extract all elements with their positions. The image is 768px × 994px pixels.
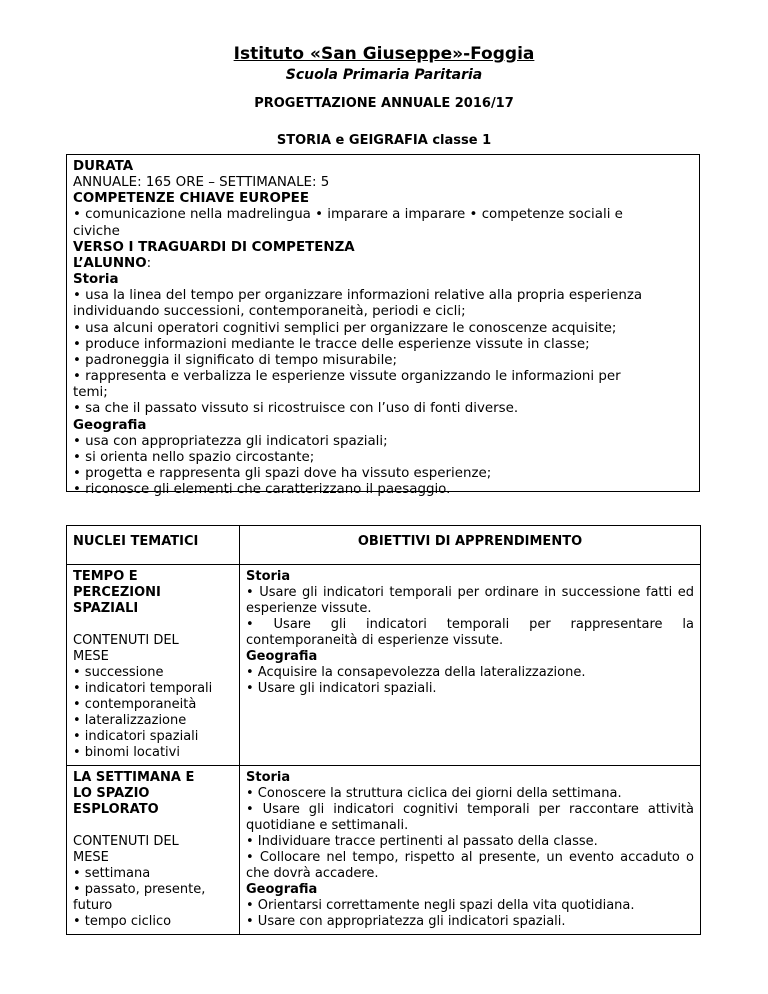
col-header-obiettivi: OBIETTIVI DI APPRENDIMENTO	[240, 526, 701, 565]
nucleo-cell	[67, 766, 240, 935]
geografia-line: • usa con appropriatezza gli indicatori spaziali;	[73, 433, 388, 449]
obiettivo-item: • Individuare tracce pertinenti al passato della classe.	[246, 834, 598, 849]
alunno-label: L’ALUNNO	[73, 255, 147, 271]
geografia-line: • progetta e rappresenta gli spazi dove ha vissuto esperienze;	[73, 465, 492, 481]
competenze-line: civiche	[73, 223, 120, 239]
obiettivo-item: • Acquisire la consapevolezza della lateralizzazione.	[246, 665, 586, 680]
geografia-heading: Geografia	[246, 882, 318, 897]
contenuto-item: • successione	[73, 665, 164, 680]
document-title: Istituto «San Giuseppe»-Foggia	[233, 44, 535, 64]
table-row	[67, 565, 701, 766]
geografia-line: • si orienta nello spazio circostante;	[73, 449, 315, 465]
nucleo-title-line: TEMPO E	[73, 569, 138, 584]
contenuto-item: • indicatori spaziali	[73, 729, 199, 744]
storia-line: • usa la linea del tempo per organizzare informazioni relative alla propria esperienza	[73, 288, 643, 304]
storia-line: temi;	[73, 385, 108, 401]
nucleo-title-line: LA SETTIMANA E	[73, 770, 195, 785]
obiettivi-cell	[240, 565, 701, 766]
alunno-line	[73, 256, 693, 272]
col-header-nuclei: NUCLEI TEMATICI	[67, 526, 240, 565]
obiettivo-item: • Conoscere la struttura ciclica dei giorni della settimana.	[246, 786, 622, 801]
contenuto-item: • contemporaneità	[73, 697, 197, 712]
geografia-line: • riconosce gli elementi che caratterizzano il paesaggio.	[73, 482, 451, 498]
contenuti-label: CONTENUTI DEL	[73, 834, 179, 849]
storia-line: • padroneggia il significato di tempo misurabile;	[73, 352, 398, 368]
durata-title: DURATA	[73, 159, 134, 174]
nucleo-title-line: PERCEZIONI	[73, 585, 161, 600]
planning-heading: PROGETTAZIONE ANNUALE 2016/17	[254, 96, 514, 111]
obiettivo-item: • Collocare nel tempo, rispetto al presente, un evento accaduto o che dovrà accadere.	[246, 850, 694, 881]
objectives-table	[66, 525, 701, 935]
obiettivo-item: • Usare gli indicatori spaziali.	[246, 681, 437, 696]
nucleo-title-line: LO SPAZIO	[73, 786, 150, 801]
contenuto-item: futuro	[73, 898, 113, 913]
storia-line: • sa che il passato vissuto si ricostruisce con l’uso di fonti diverse.	[73, 401, 519, 417]
obiettivo-item: • Orientarsi correttamente negli spazi della vita quotidiana.	[246, 898, 635, 913]
table-row	[67, 766, 701, 935]
traguardi-title: VERSO I TRAGUARDI DI COMPETENZA	[73, 239, 355, 255]
contenuto-item: • settimana	[73, 866, 151, 881]
subject-heading: STORIA e GEIGRAFIA classe 1	[276, 133, 492, 148]
storia-line: • produce informazioni mediante le tracce delle esperienze vissute in classe;	[73, 336, 590, 352]
storia-heading: Storia	[246, 770, 291, 785]
nucleo-cell	[67, 565, 240, 766]
geografia-title: Geografia	[73, 417, 147, 433]
geografia-heading: Geografia	[246, 649, 318, 664]
document-subtitle: Scuola Primaria Paritaria	[285, 67, 483, 83]
competenze-title: COMPETENZE CHIAVE EUROPEE	[73, 191, 309, 207]
alunno-colon: :	[146, 255, 152, 271]
competence-box	[66, 154, 700, 498]
contenuti-label: MESE	[73, 649, 109, 664]
obiettivo-item: • Usare gli indicatori temporali per ordinare in successione fatti ed esperienze vissute.	[246, 585, 694, 616]
nucleo-title-line: ESPLORATO	[73, 802, 159, 817]
obiettivi-cell	[240, 766, 701, 935]
obiettivo-item: • Usare con appropriatezza gli indicatori spaziali.	[246, 914, 566, 929]
storia-line: • rappresenta e verbalizza le esperienze vissute organizzando le informazioni per	[73, 369, 621, 385]
storia-heading: Storia	[246, 569, 291, 584]
durata-text: ANNUALE: 165 ORE – SETTIMANALE: 5	[73, 175, 330, 191]
storia-line: individuando successioni, contemporaneità, periodi e cicli;	[73, 304, 466, 320]
nucleo-title-line: SPAZIALI	[73, 601, 139, 616]
table-header-row	[67, 526, 701, 565]
contenuto-item: • indicatori temporali	[73, 681, 213, 696]
contenuti-label: CONTENUTI DEL	[73, 633, 179, 648]
storia-line: • usa alcuni operatori cognitivi semplici per organizzare le conoscenze acquisite;	[73, 320, 617, 336]
competenze-line: • comunicazione nella madrelingua • imparare a imparare • competenze sociali e	[73, 207, 623, 223]
contenuto-item: • lateralizzazione	[73, 713, 187, 728]
storia-title: Storia	[73, 272, 119, 288]
obiettivo-item: • Usare gli indicatori cognitivi temporali per raccontare attività quotidiane e settimanali.	[246, 802, 694, 833]
contenuti-label: MESE	[73, 850, 109, 865]
contenuto-item: • tempo ciclico	[73, 914, 172, 929]
contenuto-item: • binomi locativi	[73, 745, 180, 760]
obiettivo-item: • Usare gli indicatori temporali per rappresentare la contemporaneità di esperienze vissute.	[246, 617, 694, 648]
contenuto-item: • passato, presente,	[73, 882, 206, 897]
